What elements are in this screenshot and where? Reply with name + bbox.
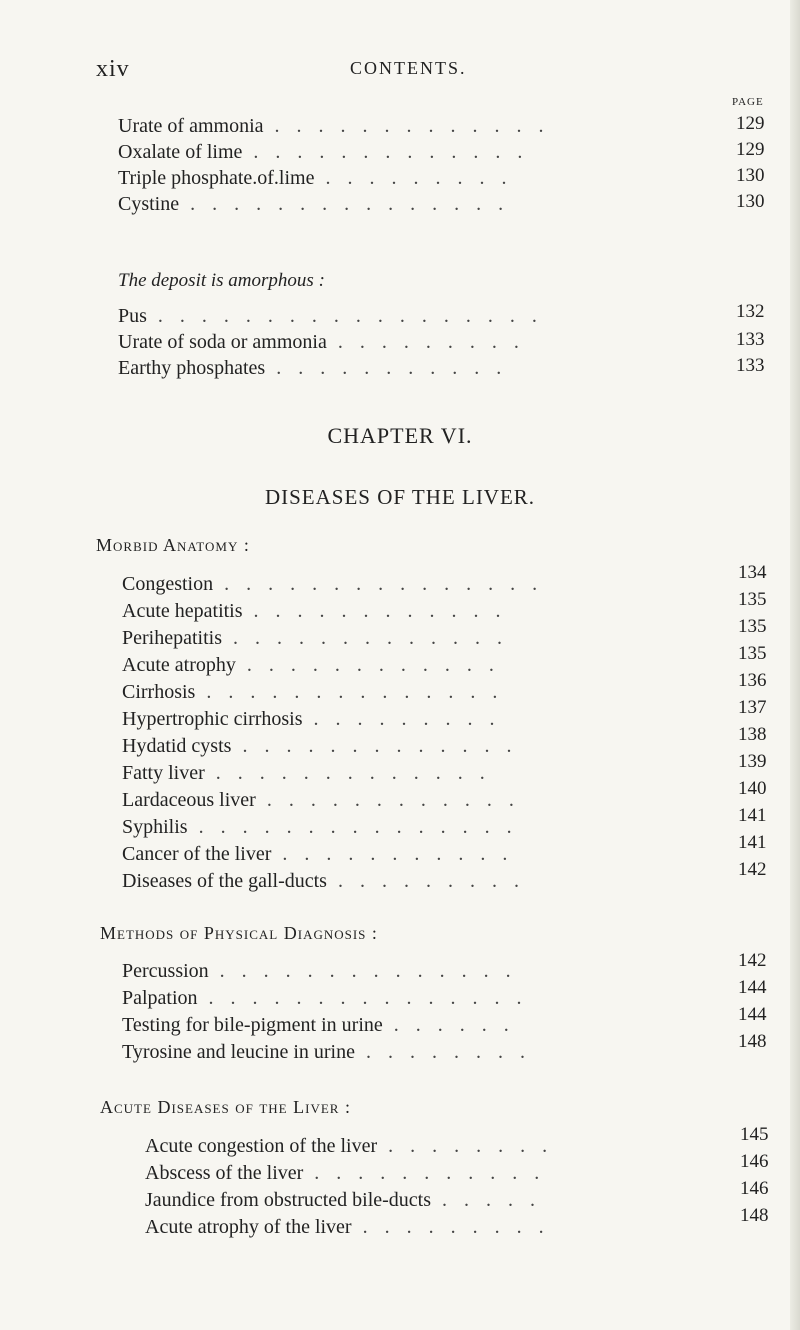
toc-entry-page: 133 [736, 329, 765, 350]
toc-entry-label: Hydatid cysts [122, 735, 232, 757]
leader-dots: . . . . . . . . . [314, 167, 513, 189]
toc-entry-page: 144 [738, 1004, 767, 1025]
toc-entry-label: Testing for bile-pigment in urine [122, 1014, 383, 1036]
leader-dots: . . . . . . . . . . . . [242, 600, 507, 622]
section-heading: Methods of Physical Diagnosis : [100, 923, 378, 943]
toc-entry [122, 573, 543, 596]
toc-entry-label: Congestion [122, 573, 214, 595]
toc-entry-label: Acute congestion of the liver [145, 1135, 378, 1157]
toc-entry-label: Pus [118, 305, 147, 327]
toc-entry-label: Jaundice from obstructed bile-ducts [145, 1189, 432, 1211]
toc-entry-page: 142 [738, 950, 767, 971]
toc-entry [118, 115, 550, 138]
toc-entry-page: 130 [736, 191, 765, 212]
leader-dots: . . . . . . . . . . . [303, 1162, 546, 1184]
toc-entry [118, 141, 528, 164]
leader-dots: . . . . . . . . . . . . . . . [197, 987, 528, 1009]
toc-entry [145, 1135, 553, 1158]
toc-entry-label: Urate of ammonia [118, 115, 264, 137]
leader-dots: . . . . . . . . . [326, 870, 525, 892]
page-number-roman: xiv [96, 56, 130, 82]
toc-entry-label: Syphilis [122, 816, 188, 838]
toc-entry-label: Oxalate of lime [118, 141, 243, 163]
toc-entry [122, 1041, 531, 1064]
leader-dots: . . . . . . . . . . . . [255, 789, 520, 811]
toc-entry [118, 305, 543, 328]
leader-dots: . . . . . . . . . . . [271, 843, 514, 865]
toc-entry-page: 146 [740, 1151, 769, 1172]
toc-entry-page: 142 [738, 859, 767, 880]
leader-dots: . . . . . . . . . [302, 708, 501, 730]
toc-entry-label: Urate of soda or ammonia [118, 331, 327, 353]
toc-entry [122, 1014, 515, 1037]
toc-entry-label: Earthy phosphates [118, 357, 266, 379]
toc-entry [122, 762, 491, 785]
leader-dots: . . . . . [431, 1189, 542, 1211]
toc-entry [122, 843, 513, 866]
toc-entry [145, 1216, 550, 1239]
toc-entry-label: Cystine [118, 193, 180, 215]
leader-dots: . . . . . . . . . . . . . . [195, 681, 504, 703]
leader-dots: . . . . . . . . [354, 1041, 531, 1063]
toc-entry-label: Lardaceous liver [122, 789, 256, 811]
leader-dots: . . . . . . . . . . . . . . . . . . [146, 305, 543, 327]
toc-entry [122, 681, 503, 704]
page-edge [790, 0, 800, 1330]
toc-entry [122, 789, 520, 812]
leader-dots: . . . . . . . . . . . . . . . [187, 816, 518, 838]
toc-entry-page: 129 [736, 113, 765, 134]
toc-entry [122, 816, 518, 839]
leader-dots: . . . . . . . . . . . . . [263, 115, 550, 137]
toc-entry [122, 960, 517, 983]
toc-entry [122, 987, 528, 1010]
toc-entry-page: 144 [738, 977, 767, 998]
toc-entry [122, 870, 525, 893]
toc-entry [118, 331, 525, 354]
toc-entry-page: 134 [738, 562, 767, 583]
leader-dots: . . . . . . . . . . . . [235, 654, 500, 676]
toc-entry-page: 141 [738, 805, 767, 826]
leader-dots: . . . . . . . . [377, 1135, 554, 1157]
toc-entry-label: Palpation [122, 987, 198, 1009]
toc-entry-label: Fatty liver [122, 762, 205, 784]
section-heading: Morbid Anatomy : [96, 535, 250, 555]
leader-dots: . . . . . . . . . . . . . [231, 735, 518, 757]
toc-entry [145, 1189, 541, 1212]
leader-dots: . . . . . . . . . . . . . [242, 141, 529, 163]
toc-entry-page: 137 [738, 697, 767, 718]
toc-entry-label: Percussion [122, 960, 209, 982]
subheading-amorphous: The deposit is amorphous : [118, 270, 325, 291]
toc-entry-page: 139 [738, 751, 767, 772]
toc-entry-page: 129 [736, 139, 765, 160]
toc-entry-page: 140 [738, 778, 767, 799]
toc-entry [122, 654, 500, 677]
toc-entry-page: 135 [738, 589, 767, 610]
toc-entry-page: 135 [738, 643, 767, 664]
chapter-title: DISEASES OF THE LIVER. [264, 485, 536, 509]
toc-entry [122, 627, 508, 650]
toc-entry-label: Cirrhosis [122, 681, 196, 703]
toc-entry [122, 708, 501, 731]
toc-entry-page: 132 [736, 301, 765, 322]
leader-dots: . . . . . . . . . . . . . . . [213, 573, 544, 595]
chapter-number: CHAPTER VI. [327, 423, 473, 448]
toc-entry-label: Tyrosine and leucine in urine [122, 1041, 355, 1063]
toc-entry-page: 145 [740, 1124, 769, 1145]
leader-dots: . . . . . . . . . . . . . [204, 762, 491, 784]
toc-entry-label: Triple phosphate.of.lime [118, 167, 315, 189]
toc-entry [118, 193, 509, 216]
toc-entry-page: 135 [738, 616, 767, 637]
toc-entry [118, 357, 507, 380]
section-heading: Acute Diseases of the Liver : [100, 1097, 351, 1117]
toc-entry [118, 167, 512, 190]
leader-dots: . . . . . . [382, 1014, 515, 1036]
toc-entry [122, 600, 507, 623]
toc-entry-page: 138 [738, 724, 767, 745]
toc-entry-label: Diseases of the gall-ducts [122, 870, 327, 892]
toc-entry-label: Acute atrophy [122, 654, 236, 676]
toc-entry-label: Cancer of the liver [122, 843, 272, 865]
toc-entry-label: Perihepatitis [122, 627, 222, 649]
toc-entry-page: 141 [738, 832, 767, 853]
leader-dots: . . . . . . . . . . . . . . [208, 960, 517, 982]
running-title: CONTENTS. [350, 58, 467, 78]
toc-entry-page: 146 [740, 1178, 769, 1199]
toc-entry-page: 133 [736, 355, 765, 376]
leader-dots: . . . . . . . . . . . [265, 357, 508, 379]
toc-entry [145, 1162, 545, 1185]
toc-entry-page: 148 [738, 1031, 767, 1052]
leader-dots: . . . . . . . . . [326, 331, 525, 353]
leader-dots: . . . . . . . . . [351, 1216, 550, 1238]
toc-entry-page: 148 [740, 1205, 769, 1226]
toc-entry-page: 130 [736, 165, 765, 186]
toc-entry-label: Acute atrophy of the liver [145, 1216, 352, 1238]
leader-dots: . . . . . . . . . . . . . [221, 627, 508, 649]
toc-entry-label: Acute hepatitis [122, 600, 243, 622]
toc-entry-label: Abscess of the liver [145, 1162, 304, 1184]
leader-dots: . . . . . . . . . . . . . . . [179, 193, 510, 215]
page-column-label: PAGE [732, 96, 764, 108]
toc-entry-page: 136 [738, 670, 767, 691]
toc-entry-label: Hypertrophic cirrhosis [122, 708, 303, 730]
toc-entry [122, 735, 517, 758]
